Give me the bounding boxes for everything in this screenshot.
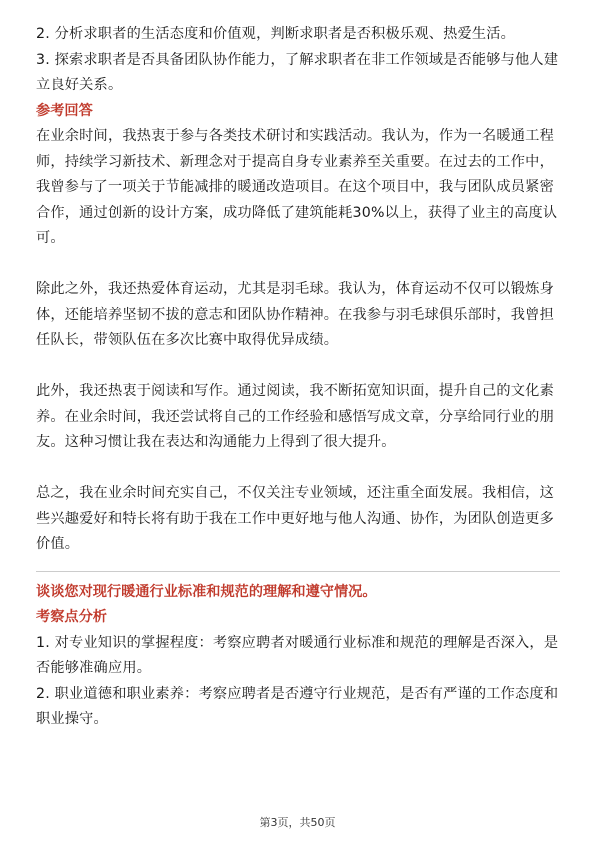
- answer-paragraph-3: 此外，我还热衷于阅读和写作。通过阅读，我不断拓宽知识面，提升自己的文化素养。在业余时间，我还尝试将自己的工作经验和感悟写成文章，分享给同行业的朋友。这种习惯让我在表达和沟通能力上得到了很大提升。: [36, 383, 554, 450]
- reference-answer-heading: 参考回答: [36, 102, 93, 119]
- analysis-point-2: 2. 职业道德和职业素养：考察应聘者是否遵守行业规范，是否有严谨的工作态度和职业操守。: [36, 685, 559, 727]
- answer-paragraph-1: 在业余时间，我热衷于参与各类技术研讨和实践活动。我认为，作为一名暖通工程师，持续学习新技术、新理念对于提高自身专业素养至关重要。在过去的工作中，我曾参与了一项关于节能减排的暖通改造项目。在这个项目中，我与团队成员紧密合作，通过创新的设计方案，成功降低了建筑能耗30%以上，获得了业主的高度认可。: [36, 128, 558, 246]
- page-number: 第3页，共50页: [259, 816, 336, 829]
- intro-point-3: 3. 探索求职者是否具备团队协作能力，了解求职者在非工作领域是否能够与他人建立良好关系。: [36, 51, 559, 93]
- paragraph-gap: [36, 354, 560, 380]
- analysis-point-1: 1. 对专业知识的掌握程度：考察应聘者对暖通行业标准和规范的理解是否深入，是否能够准确应用。: [36, 634, 559, 676]
- analysis-heading: 考察点分析: [36, 609, 107, 625]
- paragraph-gap: [36, 456, 560, 482]
- answer-paragraph-4: 总之，我在业余时间充实自己，不仅关注专业领域，还注重全面发展。我相信，这些兴趣爱好和特长将有助于我在工作中更好地与他人沟通、协作，为团队创造更多价值。: [36, 485, 554, 552]
- answer-paragraph-2: 除此之外，我还热爱体育运动，尤其是羽毛球。我认为，体育运动不仅可以锻炼身体，还能培养坚韧不拔的意志和团队协作精神。在我参与羽毛球俱乐部时，我曾担任队长，带领队伍在多次比赛中取得优异成绩。: [36, 281, 554, 348]
- question-title: 谈谈您对现行暖通行业标准和规范的理解和遵守情况。: [36, 583, 377, 600]
- intro-point-2: 2. 分析求职者的生活态度和价值观，判断求职者是否积极乐观、热爱生活。: [36, 26, 516, 42]
- paragraph-gap: [36, 252, 560, 278]
- section-divider: [36, 571, 560, 572]
- document-page: [36, 22, 560, 733]
